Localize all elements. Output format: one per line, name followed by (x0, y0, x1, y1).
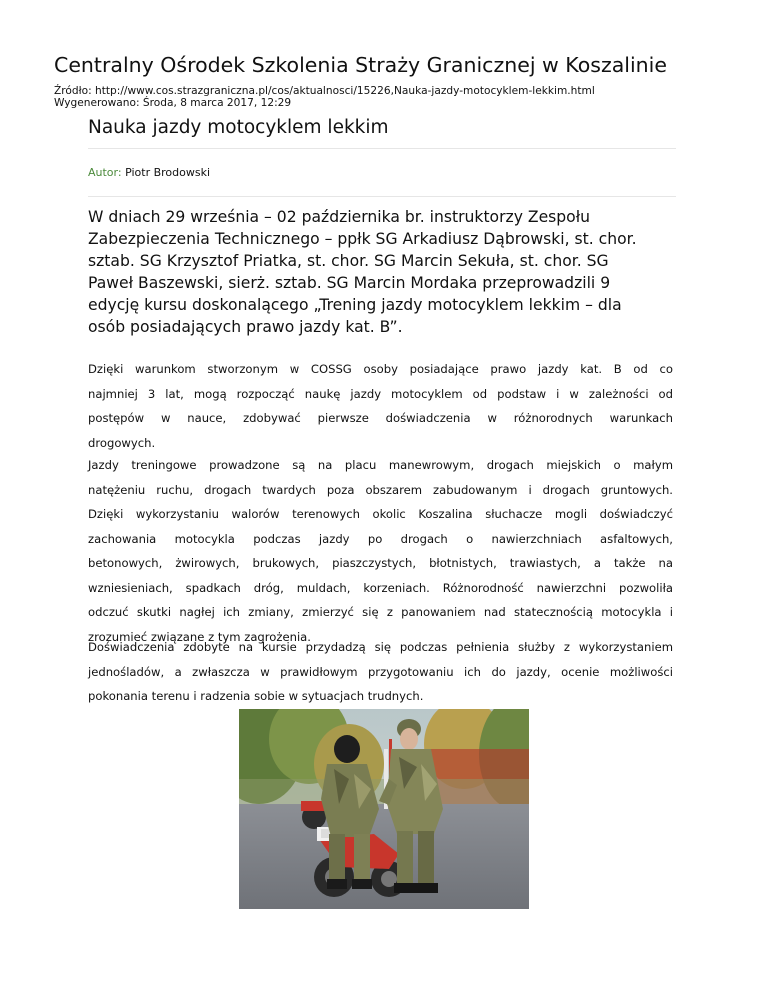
paragraph-line: pokonania terenu i radzenia sobie w sytuacjach trudnych. (88, 689, 424, 703)
paragraph-line: postępów w nauce, zdobywać pierwsze doświadczenia w różnorodnych warunkach (88, 411, 673, 425)
document-meta (54, 85, 754, 109)
paragraph-line: najmniej 3 lat, mogą rozpocząć naukę jazdy motocyklem od podstaw i w zależności od (88, 386, 673, 401)
source-url: Źródło: http://www.cos.strazgraniczna.pl/cos/aktualnosci/15226,Nauka-jazdy-motocyklem-lekkim.html (54, 85, 595, 97)
divider (88, 148, 676, 149)
paragraph-line: Jazdy treningowe prowadzone są na placu manewrowym, drogach miejskich o małym (88, 458, 673, 472)
article-photo (239, 709, 529, 909)
article-title: Nauka jazdy motocyklem lekkim (88, 117, 389, 138)
paragraph-line: zachowania motocykla podczas jazdy po drogach o nawierzchniach asfaltowych, (88, 531, 673, 546)
lead-line: edycję kursu doskonalącego „Trening jazdy motocyklem lekkim – dla (88, 296, 622, 314)
lead-line: Zabezpieczenia Technicznego – ppłk SG Arkadiusz Dąbrowski, st. chor. (88, 230, 637, 248)
lead-line: osób posiadających prawo jazdy kat. B”. (88, 318, 403, 336)
site-title: Centralny Ośrodek Szkolenia Straży Granicznej w Koszalinie (54, 53, 667, 77)
divider (88, 196, 676, 197)
author-line (88, 166, 210, 180)
paragraph-line: Dzięki warunkom stworzonym w COSSG osoby posiadające prawo jazdy kat. B od co (88, 362, 673, 376)
lead-line: Paweł Baszewski, sierż. sztab. SG Marcin Mordaka przeprowadzili 9 (88, 274, 611, 292)
author-name: Piotr Brodowski (125, 166, 211, 179)
paragraph-line: drogowych. (88, 435, 156, 450)
paragraph-line: wzniesieniach, spadkach dróg, muldach, korzeniach. Różnorodność nawierzchni pozwoliła (88, 580, 673, 595)
paragraph-line: jednośladów, a zwłaszcza w prawidłowym przygotowaniu ich do jazdy, ocenie możliwości (88, 664, 673, 679)
paragraph-line: betonowych, żwirowych, brukowych, piaszczystych, błotnistych, trawiastych, a także na (88, 556, 673, 570)
paragraph-line: odczuć skutki nagłej ich zmiany, zmierzyć się z panowaniem nad statecznością motocykla i (88, 605, 673, 619)
paragraph-line: Doświadczenia zdobyte na kursie przydadzą się podczas pełnienia służby z wykorzystaniem (88, 640, 673, 654)
paragraph-line: natężeniu ruchu, drogach twardych poza obszarem zabudowanym i drogach gruntowych. (88, 482, 673, 497)
author-label: Autor: (88, 166, 122, 179)
generated-date: Wygenerowano: Środa, 8 marca 2017, 12:29 (54, 97, 292, 109)
paragraph-3 (88, 635, 673, 709)
paragraph-line: zrozumieć związane z tym zagrożenia. (88, 629, 311, 644)
article-lead (88, 206, 688, 338)
paragraph-1 (88, 357, 673, 455)
lead-line: sztab. SG Krzysztof Priatka, st. chor. SG Marcin Sekuła, st. chor. SG (88, 252, 609, 270)
lead-line: W dniach 29 września – 02 października br. instruktorzy Zespołu (88, 208, 591, 226)
paragraph-2 (88, 453, 673, 649)
paragraph-line: Dzięki wykorzystaniu walorów terenowych okolic Koszalina słuchacze mogli doświadczyć (88, 507, 673, 521)
